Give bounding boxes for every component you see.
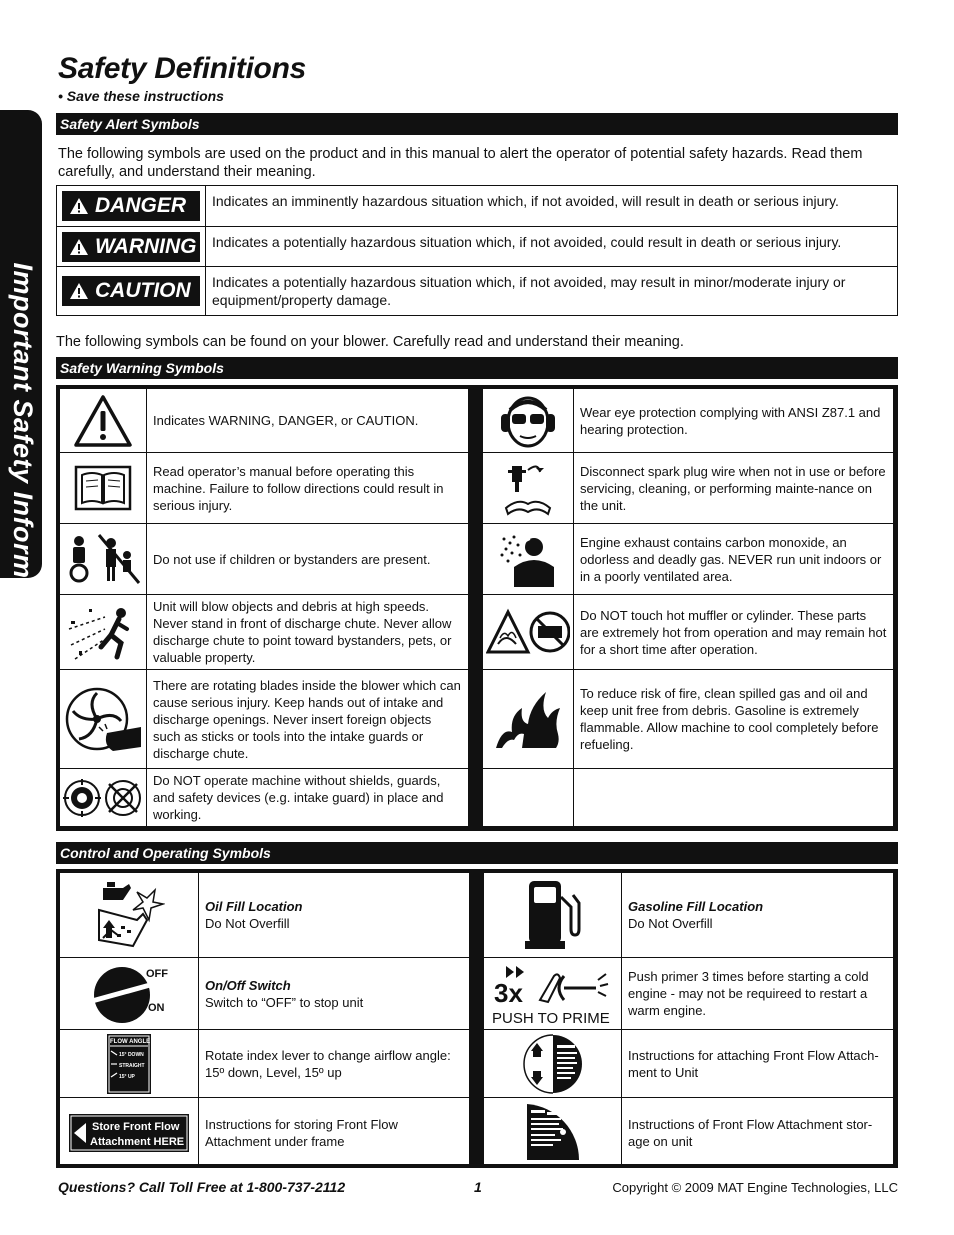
safety-alert-table xyxy=(56,185,898,316)
side-tab xyxy=(0,110,42,646)
spark-plug-icon xyxy=(483,453,574,524)
store-front-flow-icon xyxy=(60,1098,199,1168)
shields-guards-icon xyxy=(60,769,147,827)
danger-label: DANGER xyxy=(95,194,187,217)
front-flow-attach-icon xyxy=(484,1030,622,1098)
warning-symbol-text-5: Do not use if children or bystanders are present. xyxy=(147,524,469,595)
warning-symbol-text-9: There are rotating blades inside the blower which can cause serious injury. Keep hands out of intake and discharge openings. Never insert foreign objects such as sticks or tools into the intake guards or discharge chute. xyxy=(147,670,469,769)
danger-text: Indicates an imminently hazardous situation which, if not avoided, will result in death or serious injury. xyxy=(206,186,898,227)
on-off-switch-desc: Switch to “OFF” to stop unit xyxy=(205,994,364,1010)
flow-angle-up: 15° UP xyxy=(119,1073,135,1080)
store-front-flow-text: Instructions for storing Front Flow Attachment under frame xyxy=(199,1098,470,1168)
warning-symbol-text-8: Do NOT touch hot muffler or cylinder. These parts are extremely hot from operation and may remain hot for a short time after operation. xyxy=(574,595,894,670)
flow-angle-title: FLOW ANGLE xyxy=(110,1038,151,1045)
grid-divider xyxy=(470,1098,484,1168)
on-off-switch-title: On/Off Switch xyxy=(205,977,291,993)
push-to-prime-label: PUSH TO PRIME xyxy=(491,1009,610,1026)
push-to-prime-text: Push primer 3 times before starting a cold engine - may not be requireed to restart a warm engine. xyxy=(622,958,894,1030)
flow-angle-icon xyxy=(60,1030,199,1098)
flow-angle-straight: STRAIGHT xyxy=(119,1062,145,1069)
flying-debris-icon xyxy=(60,595,147,670)
grid-divider xyxy=(469,389,483,453)
warning-symbol-text-7: Unit will blow objects and debris at high speeds. Never stand in front of discharge chute. Never allow discharge chute to point toward bystanders, pets, or valuable property. xyxy=(147,595,469,670)
warning-label-cell xyxy=(57,227,206,267)
warning-triangle-icon xyxy=(60,389,147,453)
page-subtitle: • Save these instructions xyxy=(58,88,224,104)
oil-fill-title: Oil Fill Location xyxy=(205,899,303,914)
warning-symbol-text-10: To reduce risk of fire, clean spilled gas and oil and keep unit free from debris. Gasoline is extremely flammable. Allow machine to cool completely before refueling. xyxy=(574,670,894,769)
push-to-prime-icon xyxy=(484,958,622,1030)
alert-triangle-icon xyxy=(69,282,89,300)
alert-triangle-icon xyxy=(69,197,89,215)
gasoline-fill-icon xyxy=(484,873,622,958)
warning-text: Indicates a potentially hazardous situation which, if not avoided, could result in death or serious injury. xyxy=(206,227,898,267)
control-symbols-grid xyxy=(56,869,898,1168)
side-tab-label: Important Safety Information xyxy=(8,262,38,646)
grid-divider xyxy=(469,595,483,670)
warning-symbol-text-1: Indicates WARNING, DANGER, or CAUTION. xyxy=(147,389,469,453)
danger-signal xyxy=(62,191,200,221)
warning-symbol-text-2: Wear eye protection complying with ANSI Z87.1 and hearing protection. xyxy=(574,389,894,453)
caution-label: CAUTION xyxy=(95,279,191,302)
alert-triangle-icon xyxy=(69,238,89,256)
oil-fill-desc: Do Not Overfill xyxy=(205,916,290,931)
grid-divider xyxy=(469,769,483,827)
grid-divider xyxy=(470,958,484,1030)
hot-surface-icon xyxy=(483,595,574,670)
caution-text: Indicates a potentially hazardous situation which, if not avoided, may result in minor/moderate injury or equipment/property damage. xyxy=(206,267,898,316)
oil-fill-icon xyxy=(60,873,199,958)
warning-symbol-text-4: Disconnect spark plug wire when not in use or before servicing, cleaning, or performing mainte-nance on the unit. xyxy=(574,453,894,524)
safety-alert-heading: Safety Alert Symbols xyxy=(56,113,898,135)
warning-signal xyxy=(62,232,200,262)
grid-divider xyxy=(469,524,483,595)
oil-fill-text xyxy=(199,873,470,958)
off-label: OFF xyxy=(146,967,168,980)
safety-warning-heading: Safety Warning Symbols xyxy=(56,357,898,379)
caution-signal xyxy=(62,276,200,306)
eye-ear-protection-icon xyxy=(483,389,574,453)
operator-manual-icon xyxy=(60,453,147,524)
warning-symbol-text-11: Do NOT operate machine without shields, guards, and safety devices (e.g. intake guard) in place and working. xyxy=(147,769,469,827)
no-bystanders-icon xyxy=(60,524,147,595)
fire-icon xyxy=(483,670,574,769)
empty-icon-cell xyxy=(483,769,574,827)
safety-alert-intro: The following symbols are used on the product and in this manual to alert the operator of potential safety hazards. Read them carefully, and understand their meaning. xyxy=(58,146,863,180)
warning-label: WARNING xyxy=(95,234,197,258)
warning-symbol-text-3: Read operator’s manual before operating this machine. Failure to follow directions could result in serious injury. xyxy=(147,453,469,524)
store-front-flow-line2: Attachment HERE xyxy=(90,1135,185,1148)
footer-phone: Questions? Call Toll Free at 1-800-737-2112 xyxy=(58,1179,346,1195)
page-title: Safety Definitions xyxy=(58,52,306,85)
gasoline-fill-desc: Do Not Overfill xyxy=(628,916,713,931)
grid-divider xyxy=(469,453,483,524)
empty-text-cell xyxy=(574,769,894,827)
danger-label-cell xyxy=(57,186,206,227)
on-label: ON xyxy=(148,1001,165,1014)
carbon-monoxide-icon xyxy=(483,524,574,595)
flow-angle-down: 15° DOWN xyxy=(119,1051,144,1058)
rotating-blades-icon xyxy=(60,670,147,769)
on-off-switch-icon xyxy=(60,958,199,1030)
flow-angle-text: Rotate index lever to change airflow angle: 15º down, Level, 15º up xyxy=(199,1030,470,1098)
gasoline-fill-title: Gasoline Fill Location xyxy=(628,899,764,914)
caution-label-cell xyxy=(57,267,206,316)
grid-divider xyxy=(470,1030,484,1098)
footer-page-number: 1 xyxy=(474,1179,482,1195)
store-front-flow-line1: Store Front Flow xyxy=(92,1120,180,1133)
warning-symbol-text-6: Engine exhaust contains carbon monoxide, an odorless and deadly gas. NEVER run unit indoors or in a poorly ventilated area. xyxy=(574,524,894,595)
on-off-switch-text xyxy=(199,958,470,1030)
control-symbols-heading: Control and Operating Symbols xyxy=(56,842,898,864)
front-flow-storage-icon xyxy=(484,1098,622,1168)
front-flow-storage-text: Instructions of Front Flow Attachment stor-age on unit xyxy=(622,1098,894,1168)
grid-divider xyxy=(470,873,484,958)
prime-count-label: 3x xyxy=(493,977,523,1008)
gasoline-fill-text xyxy=(622,873,894,958)
grid-divider xyxy=(469,670,483,769)
footer-copyright: Copyright © 2009 MAT Engine Technologies, LLC xyxy=(612,1180,898,1195)
safety-warning-grid xyxy=(56,385,898,831)
front-flow-attach-text: Instructions for attaching Front Flow Attach-ment to Unit xyxy=(622,1030,894,1098)
blower-intro: The following symbols can be found on your blower. Carefully read and understand their meaning. xyxy=(56,334,684,350)
